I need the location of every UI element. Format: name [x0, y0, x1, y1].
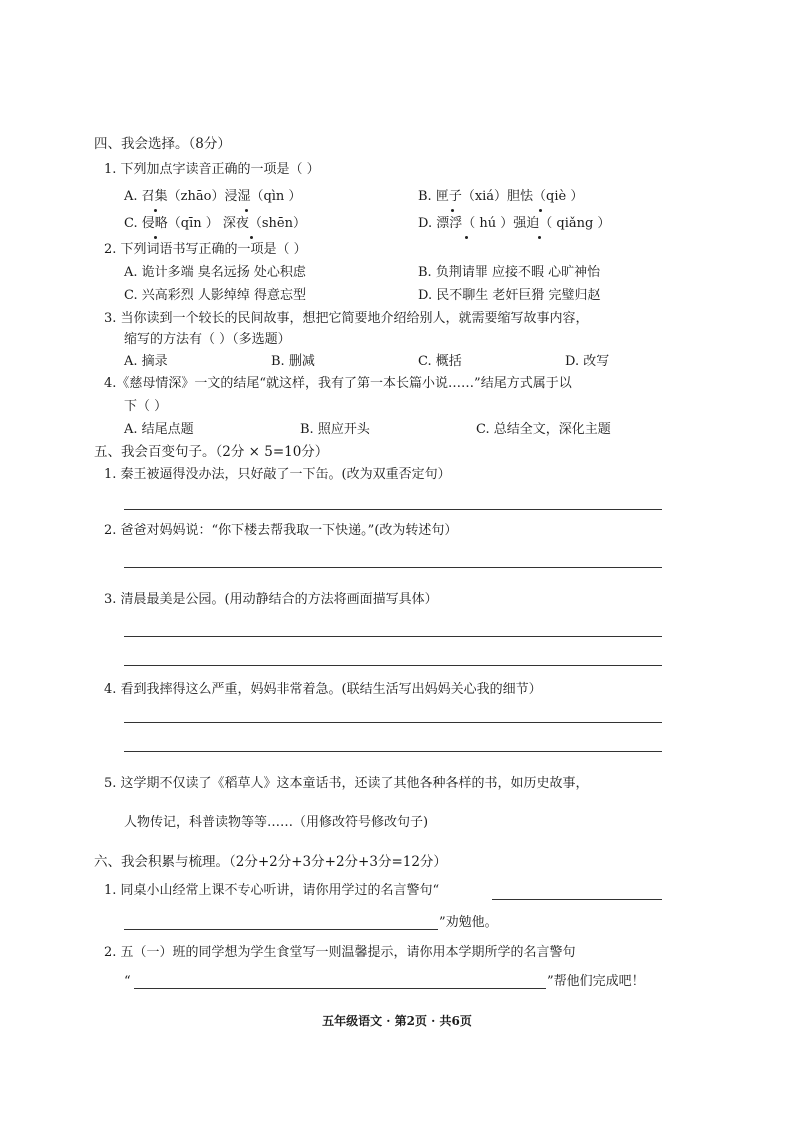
- page-footer: 五年级语文 · 第2页 · 共6页: [322, 1014, 472, 1028]
- s4-q1-stem: 1. 下列加点字读音正确的一项是（ ）: [104, 162, 320, 177]
- answer-line[interactable]: [124, 665, 662, 666]
- emphasis-dot: [539, 209, 542, 212]
- answer-line[interactable]: [124, 636, 662, 637]
- answer-line[interactable]: [134, 988, 546, 989]
- answer-line[interactable]: [492, 899, 662, 900]
- s5-q2: 2. 爸爸对妈妈说：“你下楼去帮我取一下快递。”(改为转述句）: [104, 523, 458, 538]
- s5-q3: 3. 清晨最美是公园。(用动静结合的方法将画面描写具体）: [104, 592, 438, 607]
- emphasis-dot: [154, 236, 157, 239]
- emphasis-dot: [154, 209, 157, 212]
- answer-line[interactable]: [124, 509, 662, 510]
- emphasis-dot: [245, 209, 248, 212]
- section-4-title: 四、我会选择。（8分）: [94, 136, 231, 152]
- s4-q3-stem-line2: 缩写的方法有（ ）（多选题）: [124, 332, 291, 347]
- s4-q1-option-a: A. 召集（zhāo）浸湿（qìn ）: [124, 189, 302, 204]
- s6-q1-line2-end: ”劝勉他。: [439, 915, 498, 930]
- s4-q1-option-b: B. 匣子（xiá）胆怯（qiè ）: [418, 189, 584, 204]
- emphasis-dot: [538, 236, 541, 239]
- s4-q3-stem-line1: 3. 当你读到一个较长的民间故事，想把它简要地介绍给别人，就需要缩写故事内容，: [104, 311, 589, 326]
- s6-q2-line1: 2. 五（一）班的同学想为学生食堂写一则温馨提示，请你用本学期所学的名言警句: [104, 945, 576, 960]
- s4-q4-stem-line1: 4.《慈母情深》一文的结尾“就这样，我有了第一本长篇小说……”结尾方式属于以: [104, 376, 572, 391]
- answer-line[interactable]: [124, 567, 662, 568]
- emphasis-dot: [465, 236, 468, 239]
- s6-q1-line1: 1. 同桌小山经常上课不专心听讲，请你用学过的名言警句“: [104, 883, 440, 898]
- s4-q2-option-a: A. 诡计多端 臭名远扬 处心积虑: [124, 265, 306, 280]
- answer-line[interactable]: [124, 929, 438, 930]
- s4-q2-option-c: C. 兴高彩烈 人影绰绰 得意忘型: [124, 288, 307, 303]
- s5-q5-line2: 人物传记，科普读物等等……（用修改符号修改句子): [124, 815, 429, 830]
- s4-q4-option-b: B. 照应开头: [300, 422, 370, 437]
- s5-q5-line1: 5. 这学期不仅读了《稻草人》这本童话书，还读了其他各种各样的书，如历史故事，: [104, 776, 589, 791]
- s4-q3-option-b: B. 删减: [271, 354, 315, 369]
- s4-q2-option-d: D. 民不聊生 老奸巨猾 完璧归赵: [418, 288, 601, 303]
- answer-line[interactable]: [124, 751, 662, 752]
- s4-q2-option-b: B. 负荆请罪 应接不暇 心旷神怡: [418, 265, 601, 280]
- s4-q3-option-d: D. 改写: [565, 354, 610, 369]
- s6-q2-line2-end: ”帮他们完成吧！: [547, 974, 645, 989]
- s4-q4-option-a: A. 结尾点题: [124, 422, 194, 437]
- s4-q4-option-c: C. 总结全文，深化主题: [476, 422, 611, 437]
- s6-q2-line2-start: “: [124, 974, 131, 989]
- emphasis-dot: [451, 209, 454, 212]
- s4-q3-option-a: A. 摘录: [124, 354, 168, 369]
- s5-q1: 1. 秦王被逼得没办法，只好敲了一下缶。(改为双重否定句）: [104, 467, 451, 482]
- s5-q4: 4. 看到我摔得这么严重，妈妈非常着急。(联结生活写出妈妈关心我的细节）: [104, 682, 542, 697]
- s4-q4-stem-line2: 下（ ）: [124, 399, 168, 414]
- section-5-title: 五、我会百变句子。（2分 × 5=10分）: [94, 444, 329, 460]
- answer-line[interactable]: [124, 722, 662, 723]
- section-6-title: 六、我会积累与梳理。（2分+2分+3分+2分+3分=12分）: [94, 854, 447, 870]
- s4-q3-option-c: C. 概括: [418, 354, 462, 369]
- s4-q2-stem: 2. 下列词语书写正确的一项是（ ）: [104, 242, 307, 257]
- s4-q1-option-d: D. 漂浮（ hú ）强迫（ qiǎng ）: [418, 216, 611, 231]
- s4-q1-option-c: C. 侵略（qīn ） 深夜（shēn）: [124, 216, 306, 231]
- emphasis-dot: [250, 236, 253, 239]
